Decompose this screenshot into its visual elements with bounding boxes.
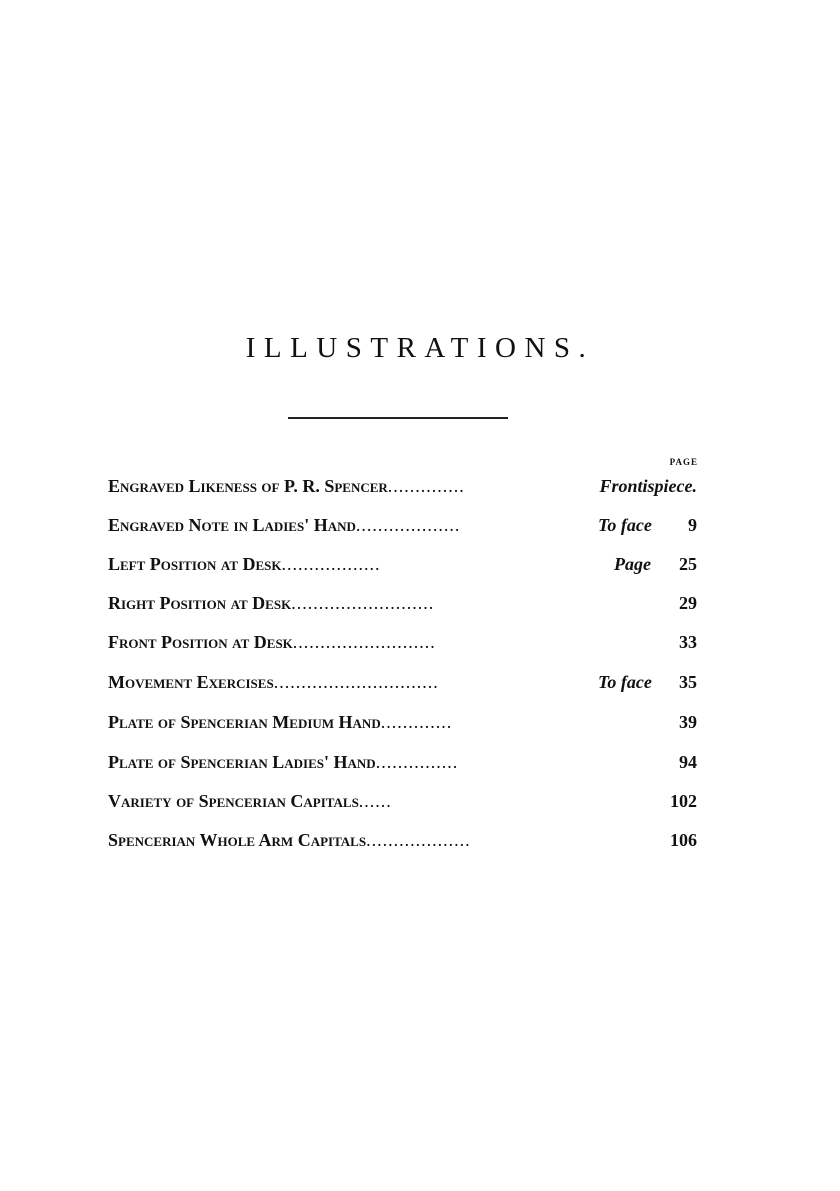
list-item: [108, 551, 697, 577]
list-item: [108, 709, 697, 735]
list-item: [108, 827, 697, 853]
entry-page-number: 9: [688, 515, 697, 535]
list-item: [108, 669, 697, 695]
entry-label: Movement Exercises..............................: [108, 672, 439, 692]
entry-reference: To face: [598, 515, 652, 535]
list-item: [108, 749, 697, 775]
entry-label: Front Position at Desk..........................: [108, 632, 436, 652]
list-item: [108, 788, 697, 814]
entry-page-number: 33: [679, 632, 697, 652]
list-item: [108, 629, 697, 655]
list-item: [108, 512, 697, 538]
entry-reference: Frontispiece.: [599, 476, 697, 496]
entry-label: Engraved Note in Ladies' Hand...................: [108, 515, 461, 535]
page-title: ILLUSTRATIONS.: [245, 332, 595, 364]
entry-page-number: 94: [679, 752, 697, 772]
entry-label: Left Position at Desk..................: [108, 554, 381, 574]
entry-label: Plate of Spencerian Medium Hand.............: [108, 712, 453, 732]
entry-label: Plate of Spencerian Ladies' Hand...............: [108, 752, 459, 772]
entry-label: Variety of Spencerian Capitals......: [108, 791, 392, 811]
entry-label: Engraved Likeness of P. R. Spencer..............: [108, 476, 465, 496]
entry-page-number: 39: [679, 712, 697, 732]
entry-page-number: 102: [670, 791, 697, 811]
title-rule: [288, 417, 508, 419]
entry-reference: Page: [614, 554, 651, 574]
entry-page-number: 29: [679, 593, 697, 613]
page-column-label: PAGE: [669, 457, 698, 467]
entry-label: Spencerian Whole Arm Capitals...................: [108, 830, 471, 850]
list-item: [108, 473, 697, 499]
entry-page-number: 106: [670, 830, 697, 850]
entry-page-number: 35: [679, 672, 697, 692]
list-item: [108, 590, 697, 616]
entry-reference: To face: [598, 672, 652, 692]
entry-page-number: 25: [679, 554, 697, 574]
entry-label: Right Position at Desk..........................: [108, 593, 435, 613]
